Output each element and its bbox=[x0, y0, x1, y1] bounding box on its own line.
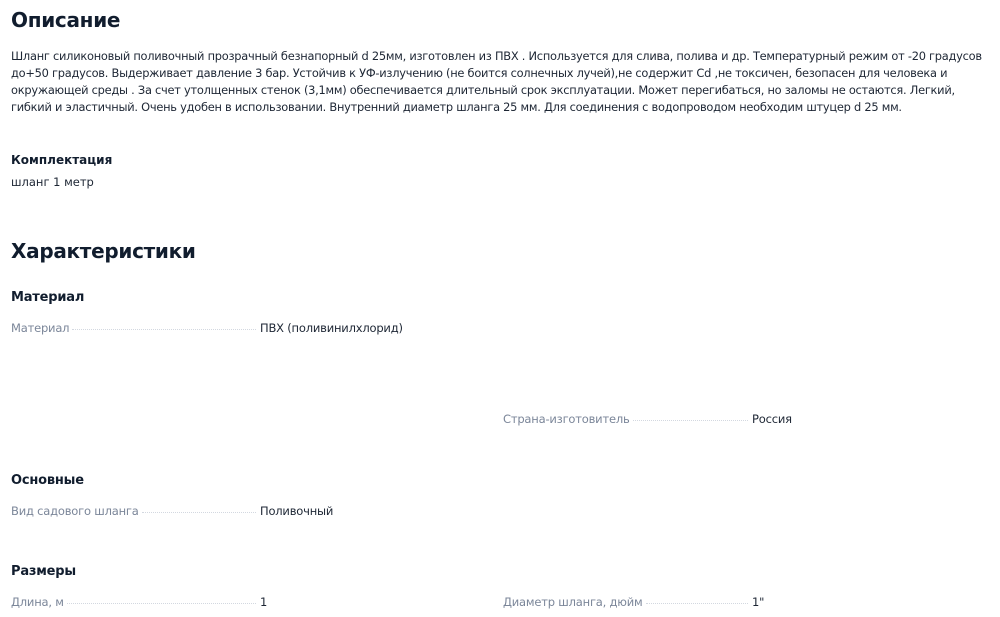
spec-label-container bbox=[11, 595, 260, 609]
kit-title: Комплектация bbox=[11, 153, 113, 167]
spec-label-container bbox=[503, 412, 752, 426]
spec-label-container bbox=[503, 595, 752, 609]
description-text: Шланг силиконовый поливочный прозрачный безнапорный d 25мм, изготовлен из ПВХ . Используется для слива, полива и др. Температурный режим от -20 градусов до+50 градусов. Выдерживает давление 3 бар. Устойчив к УФ-излучению (не боится солнечных лучей),не содержит Cd ,не токсичен, безопасен для человека и окружающей среды . За счет утолщенных стенок (3,1мм) обеспечивается длительный срок эксплуатации. Может перегибаться, но заломы не остаются. Легкий, гибкий и эластичный. Очень удобен в использовании. Внутренний диаметр шланга 25 мм. Для соединения с водопроводом необходим штуцер d 25 мм. bbox=[11, 49, 982, 114]
dotted-leader bbox=[142, 512, 256, 513]
spec-label-container bbox=[11, 321, 260, 335]
spec-label: Диаметр шланга, дюйм bbox=[503, 595, 643, 609]
dotted-leader bbox=[67, 603, 256, 604]
dotted-leader bbox=[72, 329, 256, 330]
group-title-main: Основные bbox=[11, 473, 84, 488]
spec-value: Поливочный bbox=[260, 504, 334, 518]
spec-row-hose-type bbox=[11, 504, 333, 522]
group-title-material: Материал bbox=[11, 290, 85, 305]
spec-value: ПВХ (поливинилхлорид) bbox=[260, 321, 403, 335]
group-title-dimensions: Размеры bbox=[11, 564, 76, 579]
dotted-leader bbox=[633, 420, 748, 421]
spec-value: Россия bbox=[752, 412, 792, 426]
spec-value: 1" bbox=[752, 595, 765, 609]
spec-label: Вид садового шланга bbox=[11, 504, 139, 518]
kit-value: шланг 1 метр bbox=[11, 175, 94, 189]
spec-row-diameter bbox=[503, 595, 764, 613]
spec-row-length bbox=[11, 595, 267, 613]
spec-row-material bbox=[11, 321, 403, 339]
dotted-leader bbox=[646, 603, 748, 604]
spec-value: 1 bbox=[260, 595, 268, 609]
spec-label: Длина, м bbox=[11, 595, 64, 609]
spec-label: Страна-изготовитель bbox=[503, 412, 630, 426]
description-title: Описание bbox=[11, 8, 121, 32]
spec-label-container bbox=[11, 504, 260, 518]
spec-row-country bbox=[503, 412, 792, 430]
characteristics-title: Характеристики bbox=[11, 239, 196, 263]
spec-label: Материал bbox=[11, 321, 70, 335]
